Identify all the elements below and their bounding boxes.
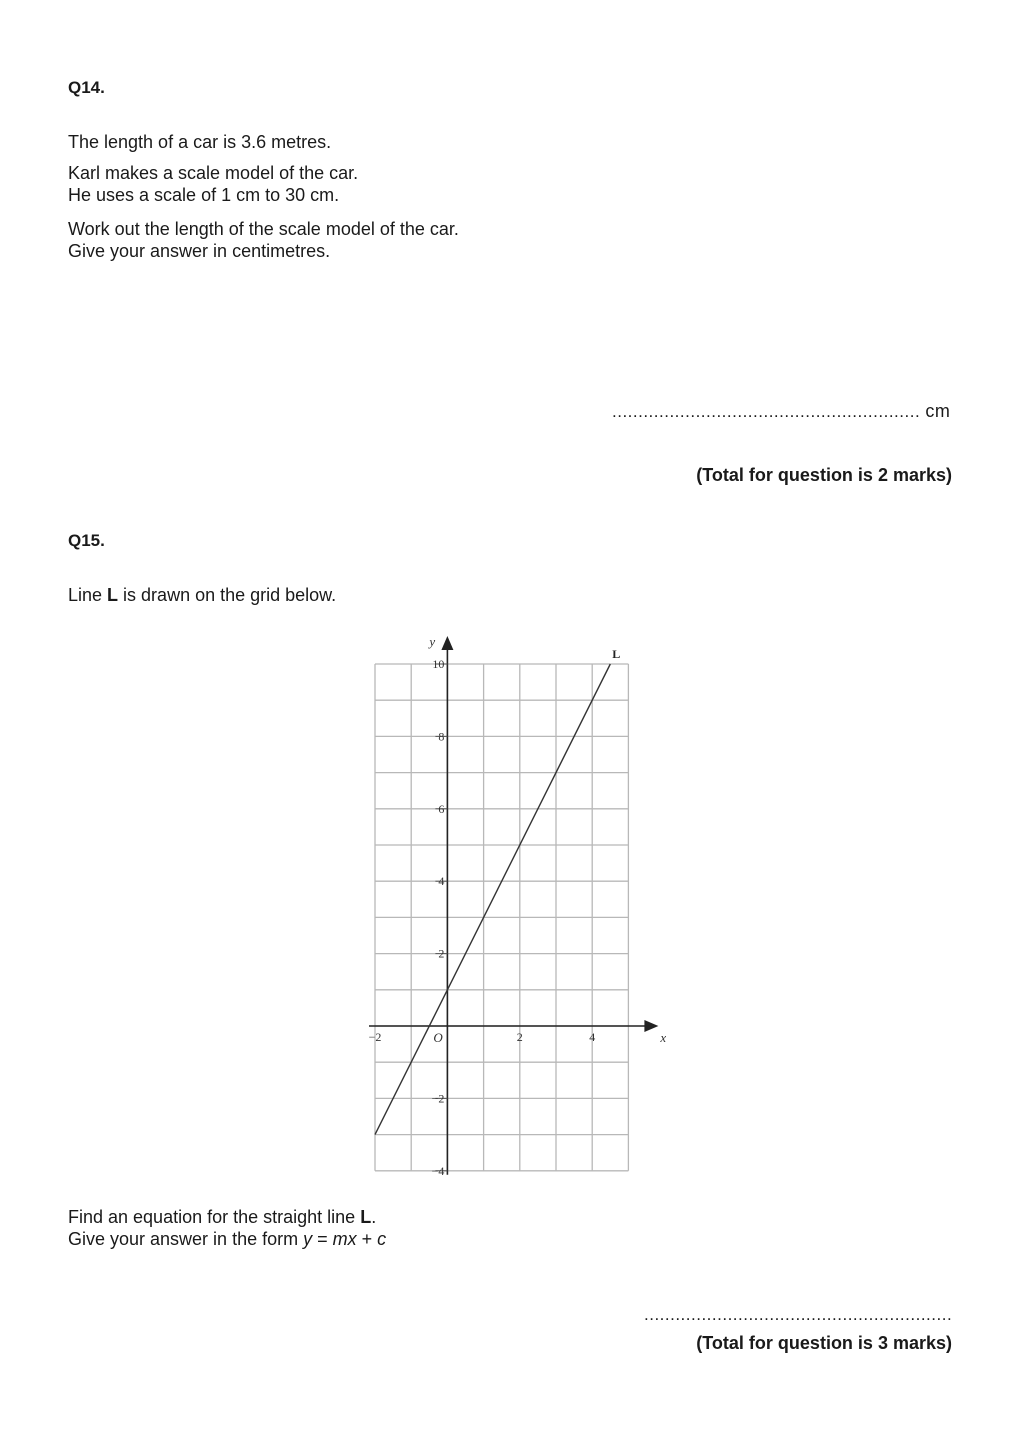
q14-text-4: Work out the length of the scale model of the car. — [68, 219, 459, 239]
q15-form-y: y — [303, 1229, 313, 1249]
y-tick-label: 8 — [438, 729, 445, 744]
q15-form-plus: + — [356, 1229, 378, 1249]
q15-intro-pre: Line — [68, 585, 108, 605]
line-graph — [355, 628, 665, 1180]
q15-find-text — [68, 1206, 376, 1228]
q14-answer-dots: ........................................................... — [612, 402, 921, 421]
q14-answer-line[interactable] — [612, 401, 950, 422]
y-tick-label: 4 — [438, 874, 445, 889]
y-tick-label: 10 — [432, 657, 445, 671]
q14-label: Q14. — [68, 78, 105, 97]
x-tick-label: −2 — [368, 1030, 382, 1044]
q14-total-marks: (Total for question is 2 marks) — [696, 465, 952, 485]
q15-form-text — [68, 1228, 386, 1250]
x-tick-label: 4 — [589, 1030, 596, 1044]
q14-text-3: He uses a scale of 1 cm to 30 cm. — [68, 185, 340, 205]
q15-intro — [68, 584, 336, 606]
y-tick-label: −4 — [431, 1163, 445, 1178]
axes — [369, 636, 658, 1175]
q14-text-1: The length of a car is 3.6 metres. — [68, 132, 332, 152]
series-label: L — [612, 647, 621, 661]
x-tick-label: 2 — [516, 1030, 523, 1044]
x-axis-label: x — [660, 1030, 667, 1045]
y-tick-label: 2 — [438, 946, 445, 961]
y-tick-label: −2 — [431, 1091, 445, 1106]
x-axis-arrow — [644, 1020, 658, 1032]
q15-find-line-name: L — [360, 1207, 372, 1227]
y-tick-label: 6 — [438, 801, 445, 816]
q15-form-mx: mx — [332, 1229, 357, 1249]
grid-lines — [375, 664, 628, 1171]
origin-label: O — [433, 1030, 443, 1045]
q15-intro-post: is drawn on the grid below. — [118, 585, 337, 605]
q15-form-eq: = — [312, 1229, 333, 1249]
q15-find-pre: Find an equation for the straight line — [68, 1207, 361, 1227]
series-line — [375, 664, 610, 1135]
q15-intro-line-name: L — [107, 585, 119, 605]
y-axis-arrow — [441, 636, 453, 650]
q15-form-pre: Give your answer in the form — [68, 1229, 304, 1249]
q15-find-post: . — [371, 1207, 377, 1227]
tick-labels — [369, 634, 667, 1178]
q15-label: Q15. — [68, 531, 105, 550]
q15-answer-line[interactable]: ........................................................... — [644, 1305, 953, 1324]
y-axis-label: y — [429, 634, 436, 649]
q14-text-2: Karl makes a scale model of the car. — [68, 163, 359, 183]
q14-text-5: Give your answer in centimetres. — [68, 241, 331, 261]
q14-answer-unit: cm — [925, 401, 951, 421]
q15-total-marks: (Total for question is 3 marks) — [696, 1333, 952, 1353]
q15-form-c: c — [377, 1229, 387, 1249]
